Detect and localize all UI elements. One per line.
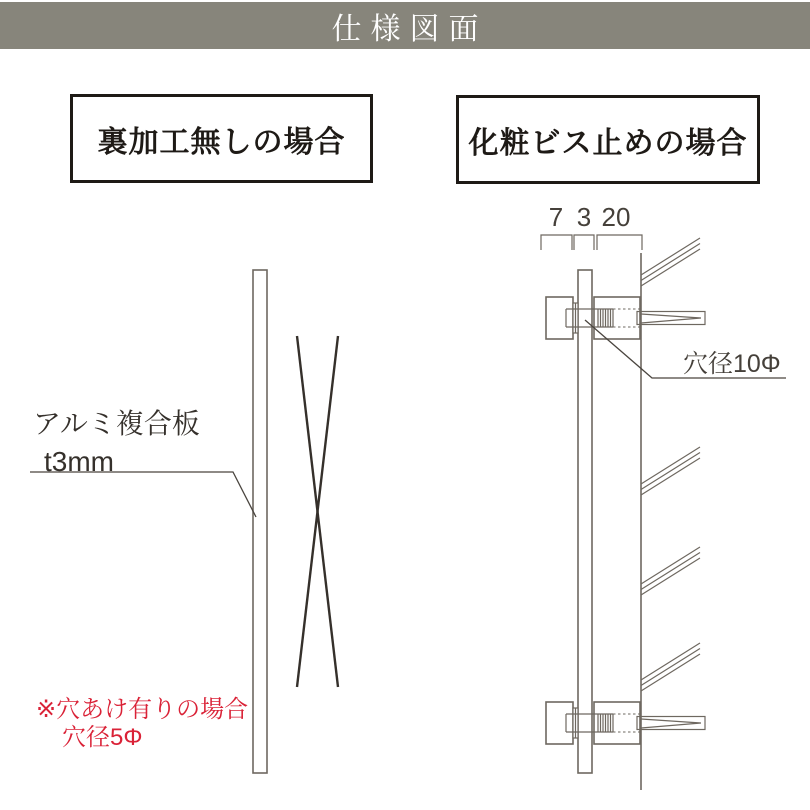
drill-note-line1: ※穴あけ有りの場合 <box>36 696 249 723</box>
screw-assembly-top <box>546 297 705 339</box>
screw-cap <box>546 297 573 339</box>
material-leader-line <box>30 472 256 517</box>
wall-screw-taper <box>641 314 701 323</box>
x-mark <box>297 336 338 687</box>
left-case-title: 裏加工無しの場合 <box>97 125 346 159</box>
right-panel <box>578 270 592 773</box>
left-panel <box>253 270 267 773</box>
left-diagram <box>30 270 338 773</box>
wall-hatch-group-1 <box>641 238 700 286</box>
bolt-threads <box>598 309 613 327</box>
screw-assembly-bottom <box>546 702 705 744</box>
page-title: 仕様図面 <box>331 12 488 46</box>
hole-diameter-label: 穴径10Φ <box>683 350 781 378</box>
right-case-title: 化粧ビス止めの場合 <box>468 126 748 160</box>
dim-label-20: 20 <box>601 202 631 232</box>
wall-hatch-group-2 <box>641 447 700 495</box>
material-label-line1: アルミ複合板 <box>33 408 200 439</box>
wall-hatch-group-3 <box>641 547 700 595</box>
drill-note-line2: 穴径5Φ <box>62 724 143 751</box>
dim-label-3: 3 <box>576 202 592 232</box>
material-label-line2: t3mm <box>44 446 114 477</box>
wall-hatch-group-4 <box>641 643 700 691</box>
dimension-brackets <box>541 235 642 250</box>
right-diagram <box>541 202 786 790</box>
dim-label-7: 7 <box>548 202 564 232</box>
